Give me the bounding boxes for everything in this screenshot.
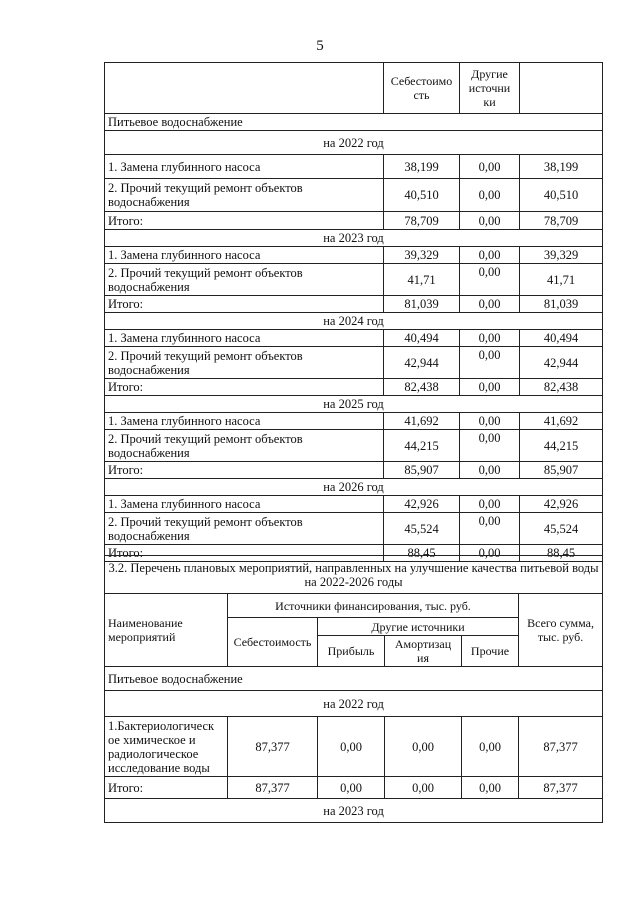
row-name: 2. Прочий текущий ремонт объектов водоснабжения xyxy=(105,513,384,545)
header-name: Наименование мероприятий xyxy=(105,594,228,667)
row-cost: 81,039 xyxy=(384,296,460,313)
row-other: 0,00 xyxy=(460,496,520,513)
header-cell: Другие источни ки xyxy=(460,63,520,114)
header-cell xyxy=(520,63,603,114)
row-total: 82,438 xyxy=(520,379,603,396)
table-row xyxy=(105,264,603,296)
table-row xyxy=(105,513,603,545)
table-row xyxy=(105,247,603,264)
header-row xyxy=(105,63,603,114)
row-total: 44,215 xyxy=(520,430,603,462)
year-header: на 2024 год xyxy=(105,313,603,330)
row-total: 41,71 xyxy=(520,264,603,296)
table-row xyxy=(105,496,603,513)
row-other: 0,00 xyxy=(460,296,520,313)
header-total: Всего сумма, тыс. руб. xyxy=(519,594,603,667)
row-total: 38,199 xyxy=(520,155,603,179)
page-number: 5 xyxy=(316,38,324,54)
table-row xyxy=(105,430,603,462)
header-profit: Прибыль xyxy=(318,636,385,667)
year-row xyxy=(105,131,603,155)
row-name: 1. Замена глубинного насоса xyxy=(105,413,384,430)
row-cost: 41,692 xyxy=(384,413,460,430)
row-name: 1. Замена глубинного насоса xyxy=(105,496,384,513)
row-cost: 82,438 xyxy=(384,379,460,396)
row-total: 87,377 xyxy=(519,717,603,777)
header-cell xyxy=(105,63,384,114)
row-misc: 0,00 xyxy=(462,717,519,777)
row-name: 2. Прочий текущий ремонт объектов водоснабжения xyxy=(105,347,384,379)
row-name: Итого: xyxy=(105,777,228,799)
table-row xyxy=(105,179,603,212)
row-name: 1. Замена глубинного насоса xyxy=(105,155,384,179)
row-name: 2. Прочий текущий ремонт объектов водоснабжения xyxy=(105,264,384,296)
row-cost: 85,907 xyxy=(384,462,460,479)
row-total: 87,377 xyxy=(519,777,603,799)
year-row xyxy=(105,396,603,413)
header-cell: Себестоимо сть xyxy=(384,63,460,114)
row-cost: 40,510 xyxy=(384,179,460,212)
row-name: Итого: xyxy=(105,212,384,230)
row-amort: 0,00 xyxy=(385,777,462,799)
row-other: 0,00 xyxy=(460,545,520,562)
row-other: 0,00 xyxy=(460,247,520,264)
row-total: 42,944 xyxy=(520,347,603,379)
table-row xyxy=(105,347,603,379)
row-profit: 0,00 xyxy=(318,777,385,799)
row-cost: 44,215 xyxy=(384,430,460,462)
row-cost: 42,944 xyxy=(384,347,460,379)
row-other: 0,00 xyxy=(460,264,520,296)
year-row xyxy=(105,230,603,247)
header-amort: Амортизац ия xyxy=(385,636,462,667)
row-total: 39,329 xyxy=(520,247,603,264)
year-header: на 2025 год xyxy=(105,396,603,413)
row-cost: 87,377 xyxy=(228,717,318,777)
row-profit: 0,00 xyxy=(318,717,385,777)
row-total: 40,494 xyxy=(520,330,603,347)
header-sources: Источники финансирования, тыс. руб. xyxy=(228,594,519,618)
table-row xyxy=(105,296,603,313)
row-amort: 0,00 xyxy=(385,717,462,777)
section-label: Питьевое водоснабжение xyxy=(105,667,603,691)
row-cost: 87,377 xyxy=(228,777,318,799)
row-total: 81,039 xyxy=(520,296,603,313)
row-cost: 42,926 xyxy=(384,496,460,513)
row-cost: 41,71 xyxy=(384,264,460,296)
row-other: 0,00 xyxy=(460,430,520,462)
row-name: 2. Прочий текущий ремонт объектов водоснабжения xyxy=(105,179,384,212)
row-cost: 40,494 xyxy=(384,330,460,347)
row-cost: 38,199 xyxy=(384,155,460,179)
row-total: 41,692 xyxy=(520,413,603,430)
row-misc: 0,00 xyxy=(462,777,519,799)
row-name: 2. Прочий текущий ремонт объектов водоснабжения xyxy=(105,430,384,462)
row-other: 0,00 xyxy=(460,347,520,379)
table-row xyxy=(105,717,603,777)
table-row xyxy=(105,462,603,479)
table-row xyxy=(105,379,603,396)
header-cost: Себестоимость xyxy=(228,618,318,667)
row-name: Итого: xyxy=(105,462,384,479)
row-cost: 45,524 xyxy=(384,513,460,545)
row-other: 0,00 xyxy=(460,330,520,347)
table-row xyxy=(105,155,603,179)
row-other: 0,00 xyxy=(460,212,520,230)
table-row xyxy=(105,330,603,347)
year-header: на 2023 год xyxy=(105,230,603,247)
section-title: 3.2. Перечень плановых мероприятий, направленных на улучшение качества питьевой воды на 2022-2026 годы xyxy=(105,556,603,594)
table-row xyxy=(105,413,603,430)
financing-table-2 xyxy=(104,555,603,823)
row-total: 45,524 xyxy=(520,513,603,545)
section-label: Питьевое водоснабжение xyxy=(105,114,603,131)
year-row xyxy=(105,479,603,496)
year-header: на 2026 год xyxy=(105,479,603,496)
row-total: 88,45 xyxy=(520,545,603,562)
row-total: 42,926 xyxy=(520,496,603,513)
row-other: 0,00 xyxy=(460,413,520,430)
year-header: на 2023 год xyxy=(105,799,603,823)
row-cost: 39,329 xyxy=(384,247,460,264)
row-other: 0,00 xyxy=(460,155,520,179)
year-header: на 2022 год xyxy=(105,691,603,717)
row-cost: 88,45 xyxy=(384,545,460,562)
row-other: 0,00 xyxy=(460,513,520,545)
header-misc: Прочие xyxy=(462,636,519,667)
row-name: 1. Замена глубинного насоса xyxy=(105,330,384,347)
row-total: 85,907 xyxy=(520,462,603,479)
row-name: Итого: xyxy=(105,379,384,396)
row-name: Итого: xyxy=(105,545,384,562)
row-total: 40,510 xyxy=(520,179,603,212)
row-other: 0,00 xyxy=(460,462,520,479)
year-row xyxy=(105,313,603,330)
row-name: 1.Бактериологическ ое химическое и радиологическое исследование воды xyxy=(105,717,228,777)
header-other: Другие источники xyxy=(318,618,519,636)
row-name: 1. Замена глубинного насоса xyxy=(105,247,384,264)
year-header: на 2022 год xyxy=(105,131,603,155)
table-row xyxy=(105,777,603,799)
financing-table-1 xyxy=(104,62,603,562)
row-other: 0,00 xyxy=(460,379,520,396)
row-total: 78,709 xyxy=(520,212,603,230)
table-row xyxy=(105,212,603,230)
section-row xyxy=(105,114,603,131)
row-name: Итого: xyxy=(105,296,384,313)
row-cost: 78,709 xyxy=(384,212,460,230)
row-other: 0,00 xyxy=(460,179,520,212)
